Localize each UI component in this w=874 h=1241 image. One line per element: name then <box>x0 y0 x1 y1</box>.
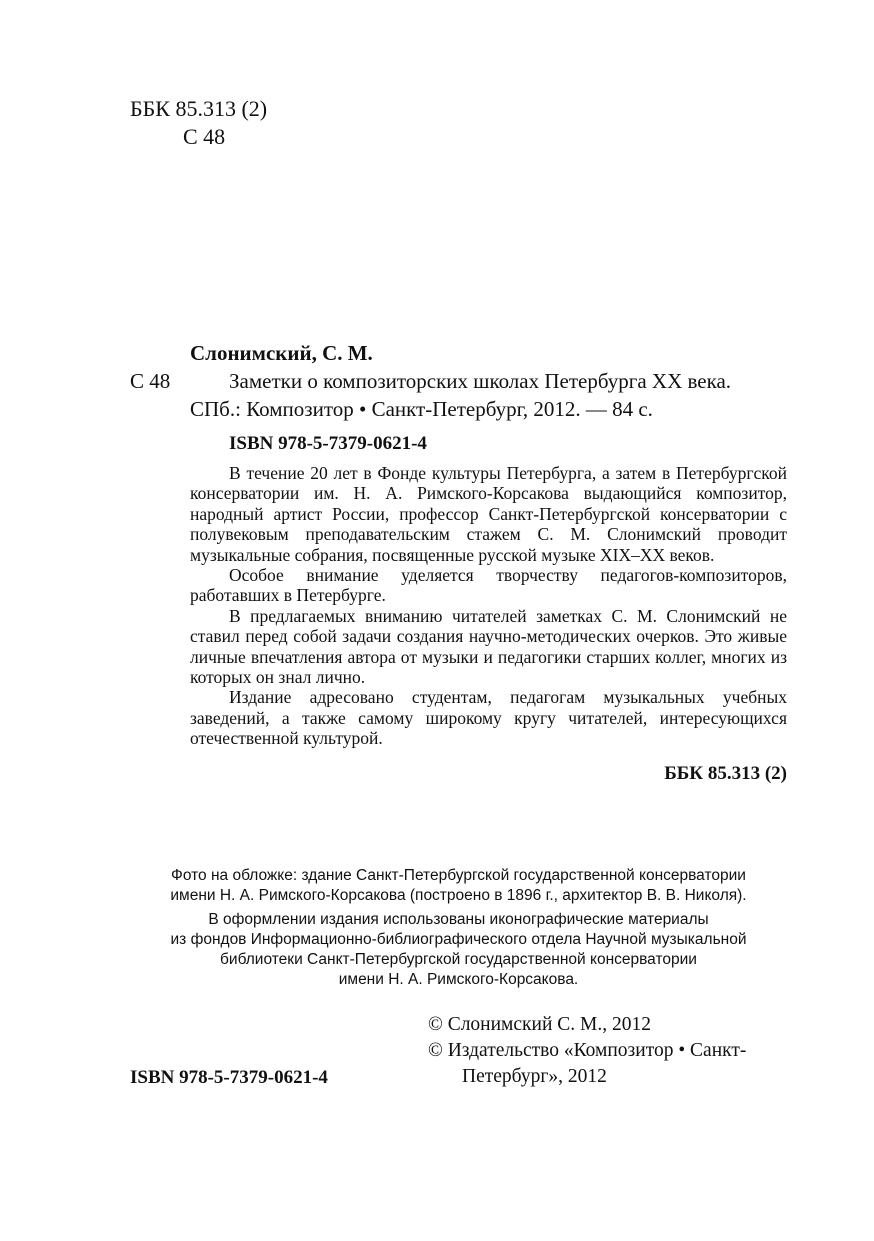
abstract-paragraph: В течение 20 лет в Фонде культуры Петербурга, а затем в Петербургской консерватории им. Н. А. Римского-Корсакова выдающийся композитор, народный артист России, профессор Санкт-Петербургской консерватории с полувековым преподавательским стажем С. М. Слонимский проводит музыкальные собрания, посвященные русской музыке XIX–XX веков. <box>190 463 787 565</box>
abstract <box>190 463 787 749</box>
credit-line: библиотеки Санкт-Петербургской государственной консерватории <box>220 951 697 968</box>
credit-line: В оформлении издания использованы иконографические материалы <box>208 911 709 928</box>
iconography-credit <box>130 910 787 990</box>
abstract-paragraph: Особое внимание уделяется творчеству педагогов-композиторов, работавших в Петербурге. <box>190 565 787 606</box>
credit-line: имени Н. А. Римского-Корсакова (построено в 1896 г., архитектор В. В. Николя). <box>170 887 747 904</box>
isbn-footer: ISBN 978-5-7379-0621-4 <box>130 1067 328 1088</box>
imprint: СПб.: Композитор • Санкт-Петербург, 2012. — 84 с. <box>190 397 653 421</box>
isbn-record: ISBN 978-5-7379-0621-4 <box>229 433 427 454</box>
credit-line: Фото на обложке: здание Санкт-Петербургской государственной консерватории <box>171 867 746 884</box>
copyright-publisher: © Издательство «Композитор • Санкт- <box>428 1040 747 1061</box>
cover-photo-credit <box>130 866 787 906</box>
abstract-paragraph: Издание адресовано студентам, педагогам музыкальных учебных заведений, а также самому широкому кругу читателей, интересующихся отечественной культурой. <box>190 687 787 749</box>
credit-line: из фондов Информационно-библиографического отдела Научной музыкальной <box>170 931 747 948</box>
copyright-block <box>428 1012 746 1090</box>
copyright-publisher-continued: Петербург», 2012 <box>462 1066 607 1087</box>
author-heading: Слонимский, С. М. <box>190 341 373 365</box>
copyright-author: © Слонимский С. М., 2012 <box>428 1014 651 1035</box>
credit-line: имени Н. А. Римского-Корсакова. <box>338 971 579 988</box>
side-author-mark: С 48 <box>130 369 171 393</box>
author-mark: С 48 <box>183 124 226 149</box>
abstract-bbk-code: ББК 85.313 (2) <box>664 763 787 784</box>
abstract-paragraph: В предлагаемых вниманию читателей заметках С. М. Слонимский не ставил перед собой задачи создания научно-методических очерков. Это живые личные впечатления автора от музыки и педагогики старших коллег, многих из которых он знал лично. <box>190 605 787 688</box>
book-title: Заметки о композиторских школах Петербурга XX века. <box>229 369 732 393</box>
bbk-code: ББК 85.313 (2) <box>130 96 268 121</box>
